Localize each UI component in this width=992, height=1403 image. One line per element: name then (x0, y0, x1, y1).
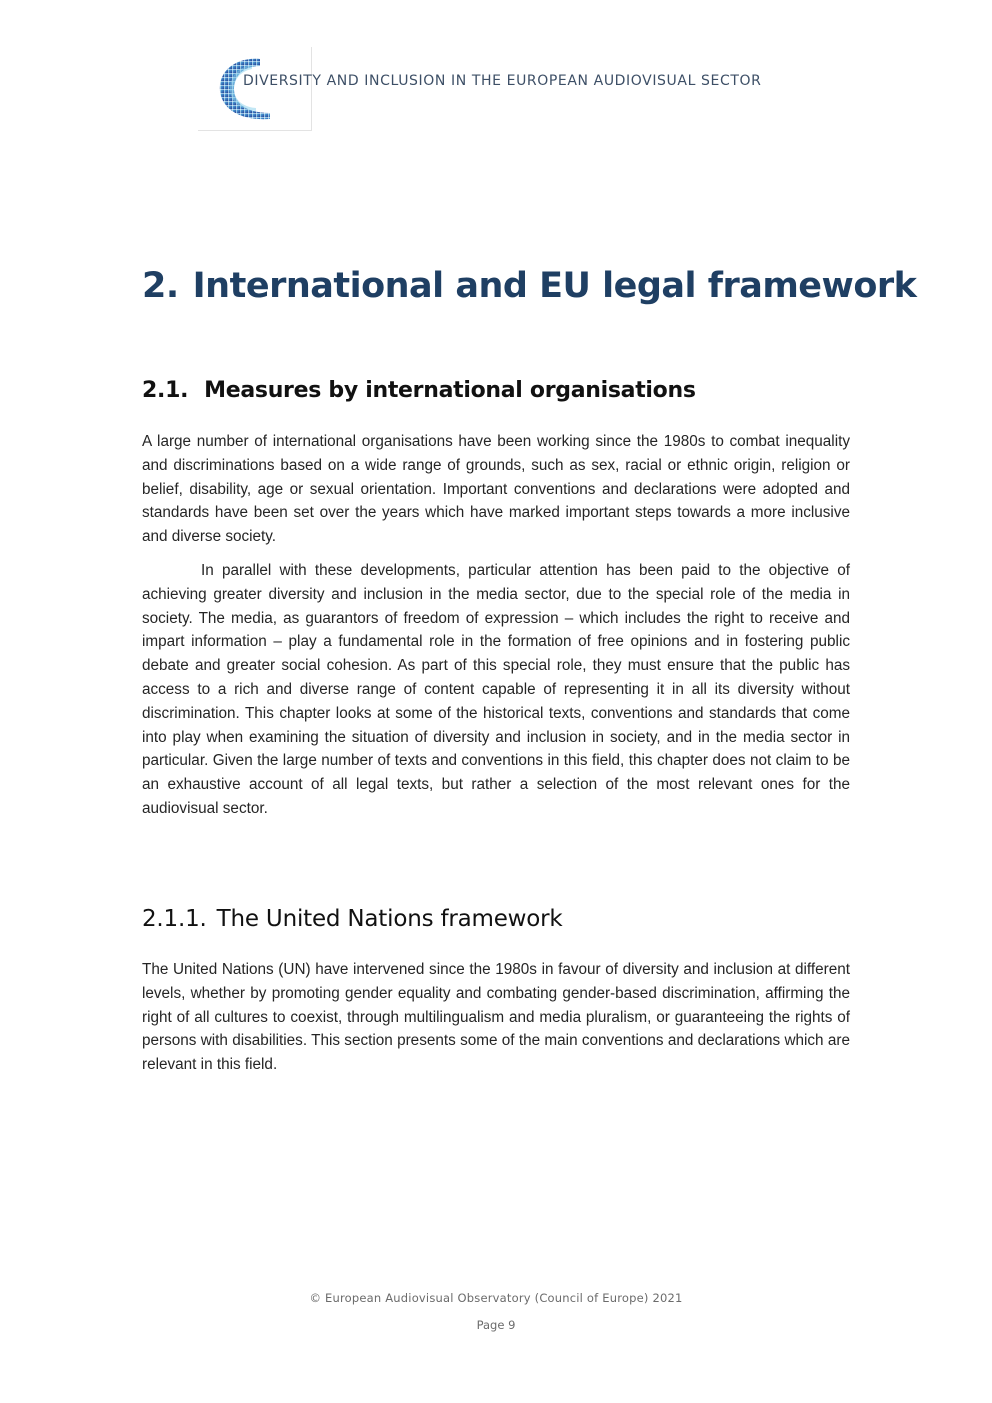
subsection-title (142, 906, 563, 932)
section-number: 2.1. (142, 378, 189, 403)
chapter-title-text: International and EU legal framework (192, 266, 917, 306)
body-paragraph-3: The United Nations (UN) have intervened since the 1980s in favour of diversity and inclusion at different levels, whether by promoting gender equality and combating gender-based discrimination, affirming the right of all cultures to coexist, through multilingualism and media pluralism, or guaranteeing the rights of persons with disabilities. This section presents some of the main conventions and declarations which are relevant in this field. (142, 961, 850, 1074)
section-title (142, 378, 696, 403)
page-number: Page 9 (476, 1318, 516, 1332)
section-title-text: Measures by international organisations (204, 378, 696, 403)
chapter-number: 2. (142, 266, 179, 306)
body-paragraph-1: A large number of international organisations have been working since the 1980s to combat inequality and discriminations based on a wide range of grounds, such as sex, racial or ethnic origin, religion or belief, disability, age or sexual orientation. Important conventions and declarations were adopted and standards have been set over the years which have marked important steps towards a more inclusive and diverse society. (142, 433, 850, 546)
body-paragraph-2: In parallel with these developments, particular attention has been paid to the objective of achieving greater diversity and inclusion in the media sector, due to the special role of the media in society. The media, as guarantors of freedom of expression – which includes the right to receive and impart information – play a fundamental role in the formation of free opinions and in fostering public debate and greater social cohesion. As part of this special role, they must ensure that the public has access to a rich and diverse range of content capable of representing it in all its diversity without discrimination. This chapter looks at some of the historical texts, conventions and standards that come into play when examining the situation of diversity and inclusion in society, and in the media sector in particular. Given the large number of texts and conventions in this field, this chapter does not claim to be an exhaustive account of all legal texts, but rather a selection of the most relevant ones for the audiovisual sector. (142, 562, 850, 817)
footer-copyright: © European Audiovisual Observatory (Council of Europe) 2021 (309, 1291, 683, 1305)
logo (198, 47, 312, 131)
subsection-title-text: The United Nations framework (216, 906, 563, 932)
header-title: DIVERSITY AND INCLUSION IN THE EUROPEAN AUDIOVISUAL SECTOR (243, 73, 762, 89)
observatory-arc-logo-icon (208, 53, 278, 125)
chapter-title (142, 266, 916, 306)
subsection-number: 2.1.1. (142, 906, 207, 932)
page-header (198, 47, 762, 131)
